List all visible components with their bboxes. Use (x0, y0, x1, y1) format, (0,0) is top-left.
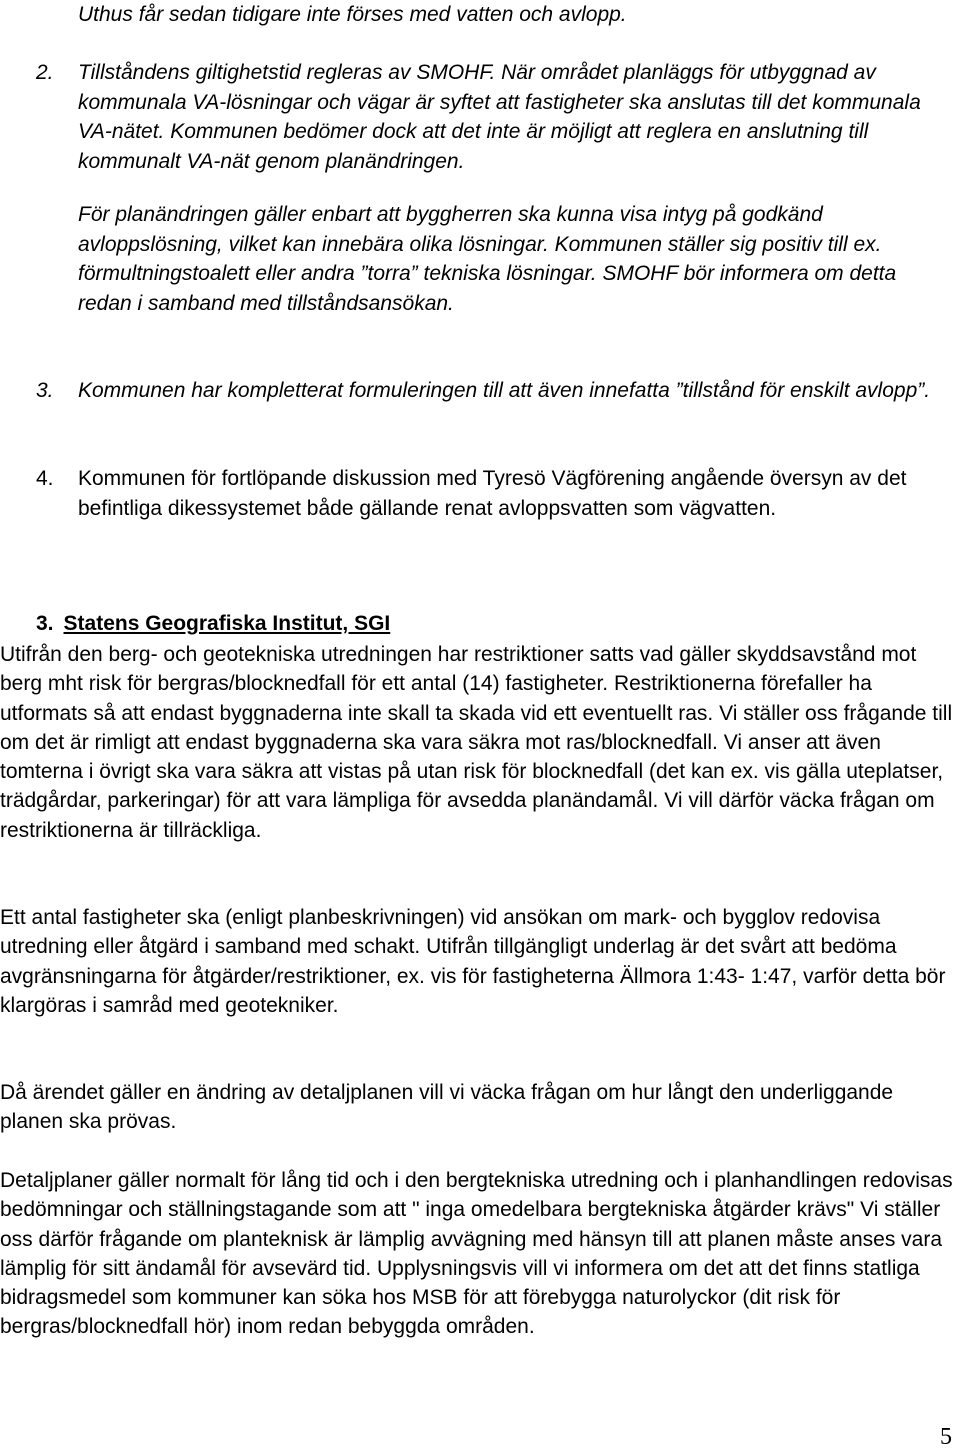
item-4-number: 4. (36, 467, 54, 490)
item-2 (36, 58, 946, 176)
section-paragraph-4 (0, 1166, 958, 1342)
paragraph-text: Ett antal fastigheter ska (enligt planbeskrivningen) vid ansökan om mark- och bygglov redovisa utredning eller åtgärd i samband med schakt. Utifrån tillgängligt underlag är det svårt att bedöma avgränsningarna för åtgärder/restriktioner, ex. vis för fastigheterna Ällmora 1:43- 1:47, varför detta bör klargöras i samråd med geotekniker. (0, 906, 946, 1017)
section-paragraph-1 (0, 640, 958, 845)
section-paragraph-3 (0, 1078, 958, 1137)
item-2-paragraph-text: För planändringen gäller enbart att byggherren ska kunna visa intyg på godkänd avloppslösning, vilket kan innebära olika lösningar. Kommunen ställer sig positiv till ex. förmultningstoalett eller andra ”torra” tekniska lösningar. SMOHF bör informera om detta redan i samband med tillståndsansökan. (78, 203, 897, 315)
section-heading (36, 609, 390, 639)
item-2-number: 2. (36, 61, 54, 84)
italic-intro (78, 0, 948, 30)
paragraph-text: Då ärendet gäller en ändring av detaljplanen vill vi väcka frågan om hur långt den underliggande planen ska prövas. (0, 1081, 894, 1134)
item-4-text: Kommunen för fortlöpande diskussion med Tyresö Vägförening angående översyn av det befintliga dikessystemet både gällande renat avloppsvatten som vägvatten. (78, 467, 907, 520)
item-2-paragraph (78, 200, 948, 318)
paragraph-text: Detaljplaner gäller normalt för lång tid och i den bergtekniska utredning och i planhandlingen redovisas bedömningar och ställningstagande som att " inga omedelbara bergtekniska åtgärder krävs" Vi ställer oss därför frågande om planteknisk är lämplig avvägning med hänsyn till att planen måste anses vara lämplig för sitt ändamål för avsevärd tid. Upplysningsvis vill vi informera om det att det finns statliga bidragsmedel som kommuner kan söka hos MSB för att förebygga naturolyckor (dit risk för bergras/blocknedfall hör) inom redan bebyggda områden. (0, 1169, 953, 1339)
item-3-number: 3. (36, 379, 54, 402)
page-number: 5 (940, 1424, 952, 1450)
intro-line: Uthus får sedan tidigare inte förses med vatten och avlopp. (78, 3, 627, 26)
section-number: 3. (36, 612, 54, 635)
paragraph-text: Utifrån den berg- och geotekniska utredningen har restriktioner satts vad gäller skyddsavstånd mot berg mht risk för bergras/blocknedfall för ett antal (14) fastigheter. Restriktionerna förefaller ha utformats så att endast byggnaderna inte skall ta skada vid ett eventuellt ras. Vi ställer oss frågande till om det är rimligt att endast byggnaderna ska vara säkra mot ras/blocknedfall. Vi anser att även tomterna i övrigt ska vara säkra att vistas på utan risk för blocknedfall (det kan ex. vis gälla uteplatser, trädgårdar, parkeringar) för att vara lämpliga för avsedda planändamål. Vi vill därför väcka frågan om restriktionerna är tillräckliga. (0, 643, 953, 842)
section-title: Statens Geografiska Institut, SGI (63, 612, 391, 635)
section-paragraph-2 (0, 903, 958, 1020)
item-3-text: Kommunen har kompletterat formuleringen till att även innefatta ”tillstånd för enskilt avlopp”. (78, 379, 931, 402)
item-2-text: Tillståndens giltighetstid regleras av SMOHF. När området planläggs för utbyggnad av kommunala VA-lösningar och vägar är syftet att fastigheter ska anslutas till det kommunala VA-nätet. Kommunen bedömer dock att det inte är möjligt att reglera en anslutning till kommunalt VA-nät genom planändringen. (78, 61, 921, 173)
item-4 (36, 464, 946, 523)
item-3 (36, 376, 946, 406)
